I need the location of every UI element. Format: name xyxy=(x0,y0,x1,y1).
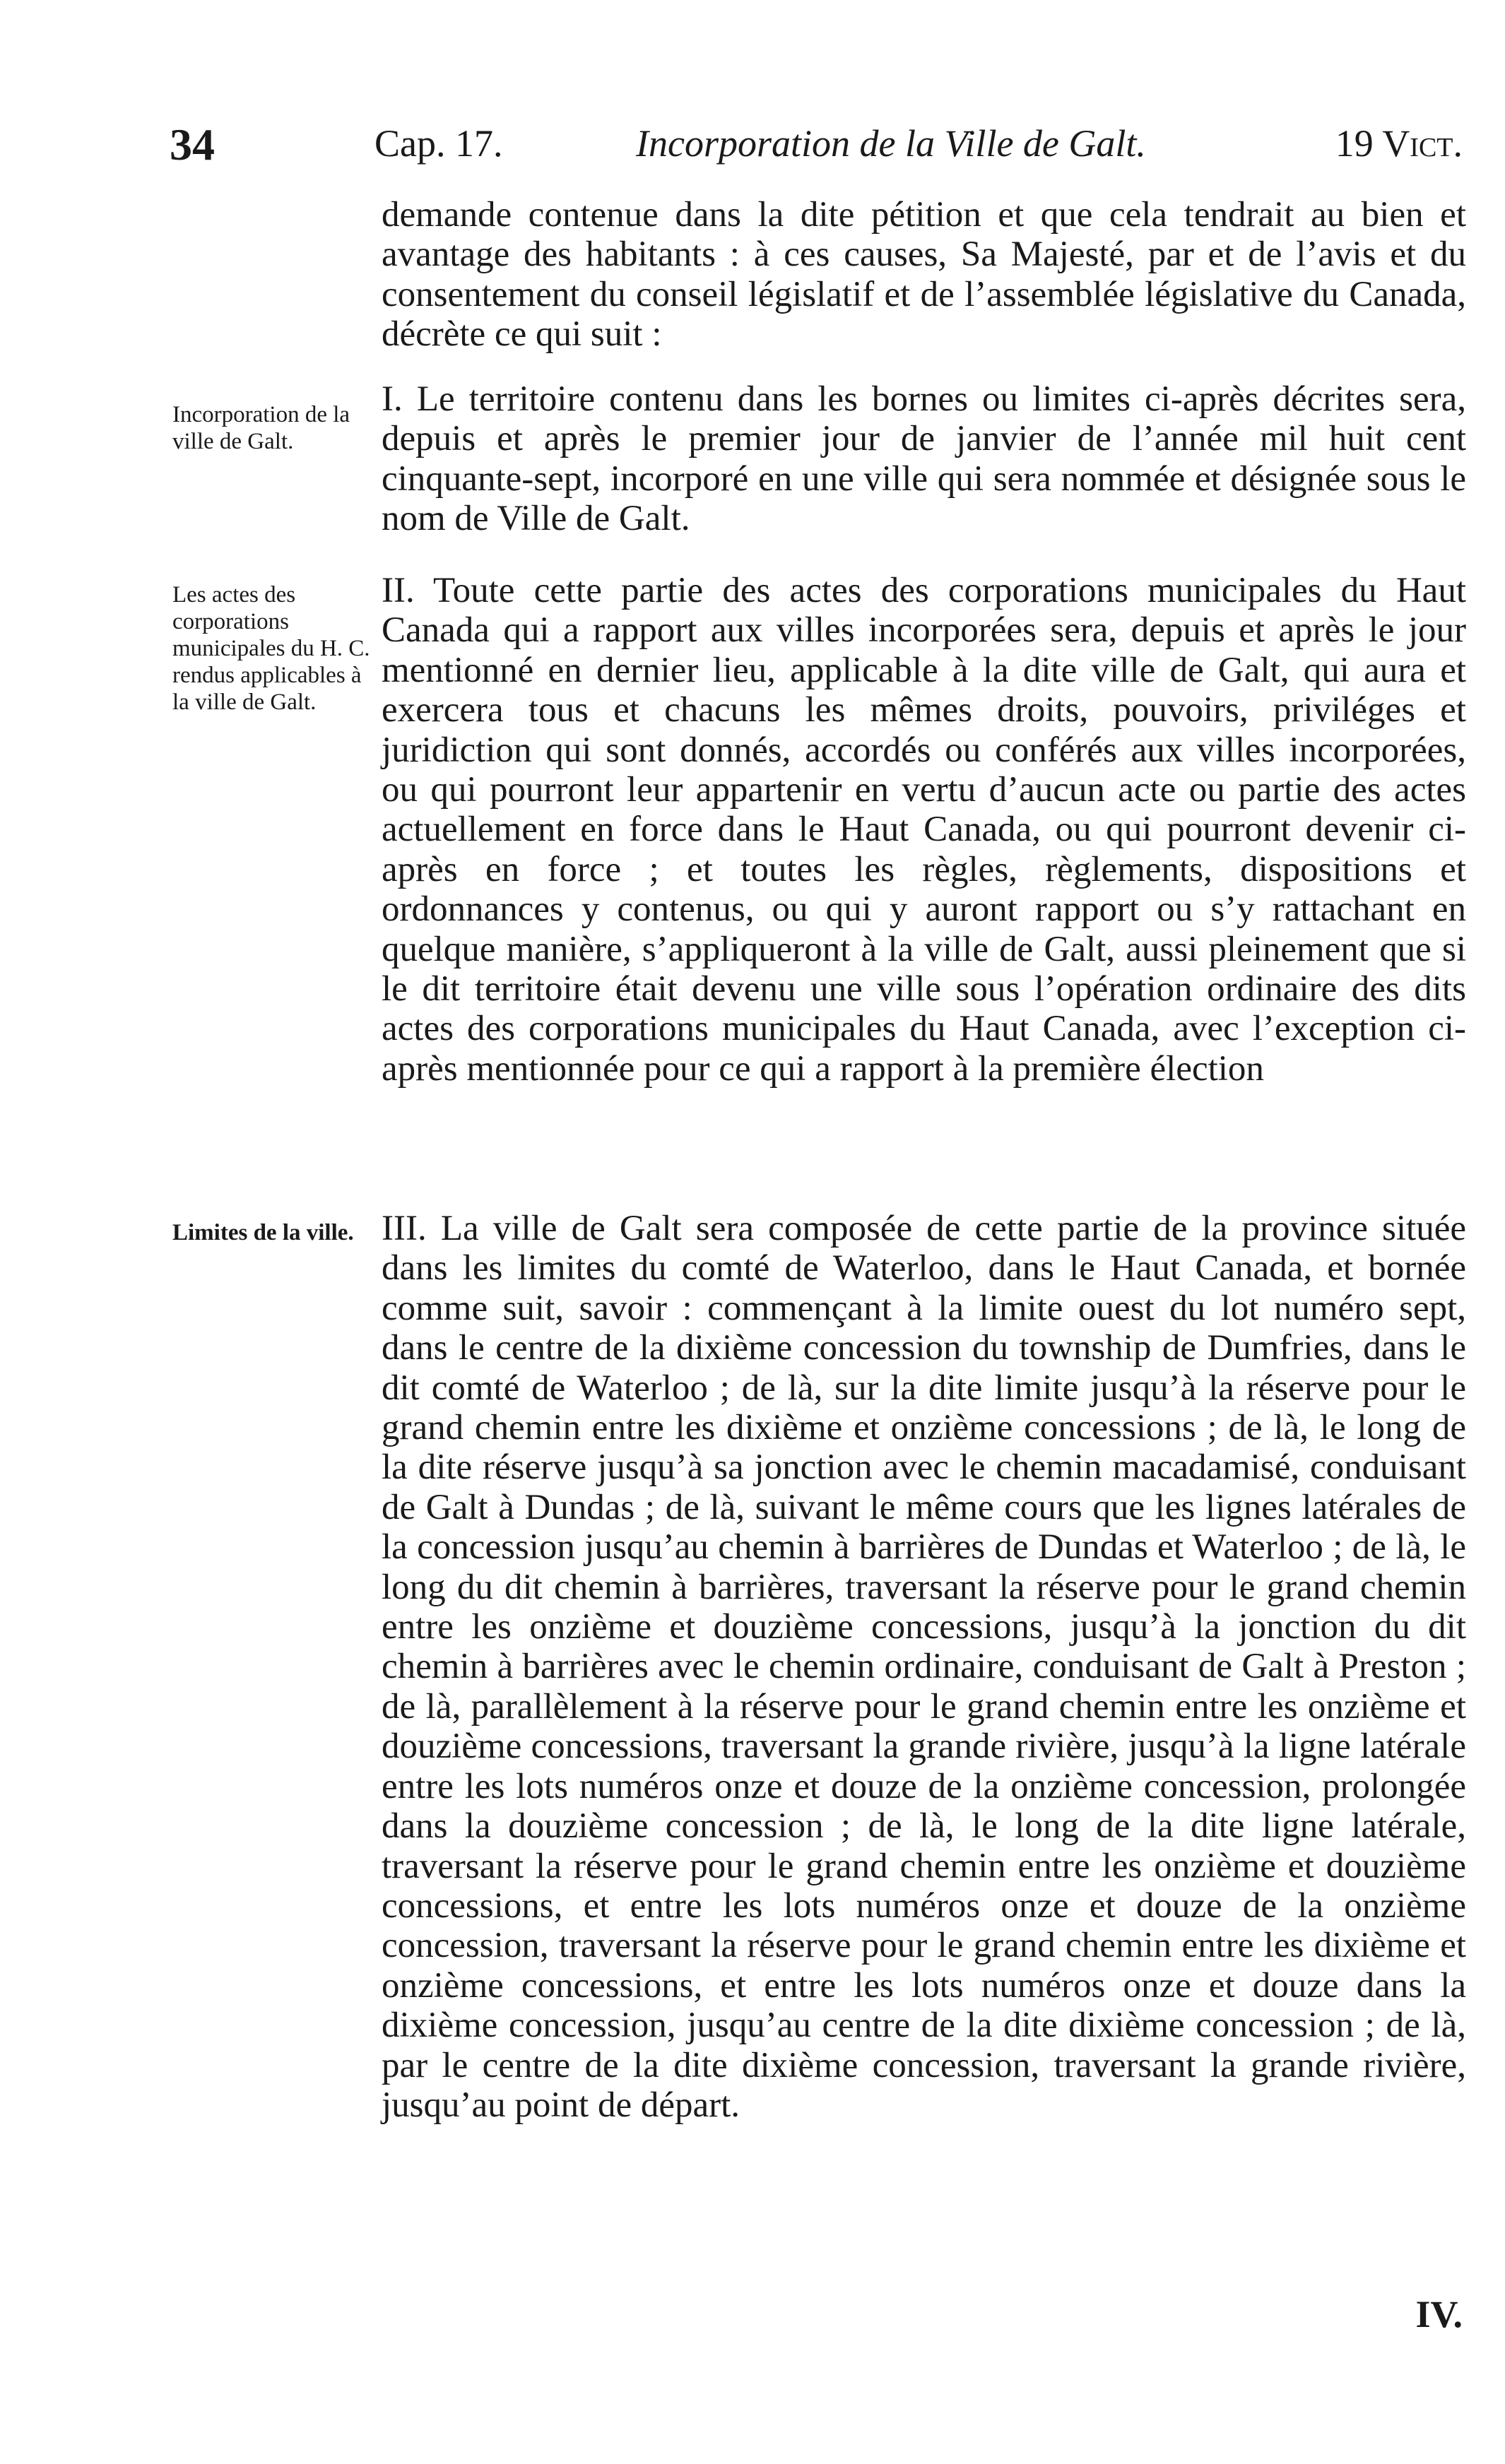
regnal-year: 19 Vict. xyxy=(1335,122,1463,165)
section-text: Le territoire contenu dans les bornes ou limites ci-après décrites sera, depuis et après le premier jour de janvier de l’année mil huit cent cinquante-sept, incorporé en une ville qui sera nommée et désignée sous le nom de Ville de Galt. xyxy=(382,379,1467,539)
catchword: IV. xyxy=(1415,2293,1463,2335)
section-1 xyxy=(382,379,1466,539)
section-number: I. xyxy=(382,379,403,419)
running-title: Incorporation de la Ville de Galt. xyxy=(636,122,1146,165)
section-number: III. xyxy=(382,1209,427,1248)
section-2 xyxy=(382,571,1466,1089)
section-text: La ville de Galt sera composée de cette partie de la province située dans les limites du comté de Waterloo, dans le Haut Canada, et bornée comme suit, savoir : commençant à la limite ouest du lot numéro sept, dans le centre de la dixième concession du township de Dumfries, dans le dit comté de Waterloo ; de là, sur la dite limite jusqu’à la réserve pour le grand chemin entre les dixième et onzième concessions ; de là, le long de la dite réserve jusqu’à sa jonction avec le chemin macadamisé, conduisant de Galt à Dundas ; de là, suivant le même cours que les lignes latérales de la concession jusqu’au chemin à barrières de Dundas et Waterloo ; de là, le long du dit chemin à barrières, traversant la réserve pour le grand chemin entre les onzième et douzième concessions, jusqu’à la jonction du dit chemin à barrières avec le chemin ordinaire, conduisant de Galt à Preston ; de là, parallèlement à la réserve pour le grand chemin entre les onzième et douzième concessions, traversant la grande rivière, jusqu’à la ligne latérale entre les lots numéros onze et douze de la onzième concession, prolongée dans la douzième concession ; de là, le long de la dite ligne latérale, traversant la réserve pour le grand chemin entre les onzième et douzième concessions, et entre les lots numéros onze et douze de la onzième concession, traversant la réserve pour le grand chemin entre les dixième et onzième concessions, et entre les lots numéros onze et douze dans la dixième concession, jusqu’au centre de la dite dixième concession ; de là, par le centre de la dite dixième concession, traversant la grande rivière, jusqu’au point de départ. xyxy=(382,1209,1467,2125)
section-3 xyxy=(382,1209,1466,2125)
section-text: Toute cette partie des actes des corporations municipales du Haut Canada qui a rapport aux villes incorporées sera, depuis et après le jour mentionné en dernier lieu, applicable à la dite ville de Galt, qui aura et exercera tous et chacuns les mêmes droits, pouvoirs, priviléges et juridiction qui sont donnés, accordés ou conférés aux villes incorporées, ou qui pourront leur appartenir en vertu d’aucun acte ou partie des actes actuellement en force dans le Haut Canada, ou qui pourront devenir ci-après en force ; et toutes les règles, règlements, dispositions et ordonnances y contenus, ou qui y auront rapport ou s’y rattachant en quelque manière, s’appliqueront à la ville de Galt, aussi pleinement que si le dit territoire était devenu une ville sous l’opération ordinaire des dits actes des corporations municipales du Haut Canada, avec l’exception ci-après mentionnée pour ce qui a rapport à la première élection xyxy=(382,571,1466,1089)
margin-note-section-2: Les actes des corporations municipales du H. C. rendus applicables à la ville de Galt. xyxy=(172,582,370,715)
margin-note-section-1: Incorporation de la ville de Galt. xyxy=(172,402,350,454)
section-number: II. xyxy=(382,571,415,610)
page-number: 34 xyxy=(170,119,215,170)
intro-paragraph xyxy=(382,195,1466,355)
running-header xyxy=(170,119,1463,175)
margin-note-section-3: Limites de la ville. xyxy=(172,1220,354,1245)
chapter-label: Cap. 17. xyxy=(374,122,503,165)
intro-text: demande contenue dans la dite pétition et que cela tendrait au bien et avantage des habitants : à ces causes, Sa Majesté, par et de l’avis et du consentement du conseil législatif et de l’assemblée législative du Canada, décrète ce qui suit : xyxy=(382,195,1466,355)
